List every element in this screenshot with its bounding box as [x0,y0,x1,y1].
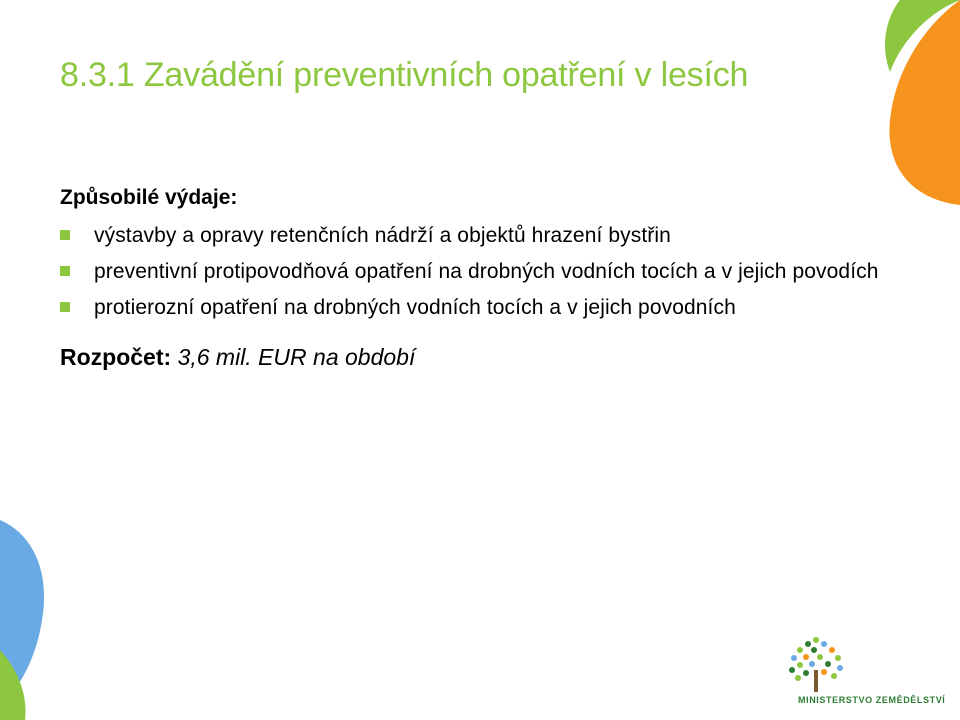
list-item-text: preventivní protipovodňová opatření na drobných vodních tocích a v jejich povodích [94,260,879,283]
tree-logo-icon [770,632,950,694]
square-bullet-icon [60,302,70,312]
list-item-text: výstavby a opravy retenčních nádrží a objektů hrazení bystřin [94,224,671,247]
content-area [60,186,880,371]
slide-title: 8.3.1 Zavádění preventivních opatření v lesích [60,56,749,94]
list-item-text: protierozní opatření na drobných vodních tocích a v jejich povodních [94,296,736,319]
budget-line [60,344,880,371]
bullet-list [60,220,880,324]
budget-value: 3,6 mil. EUR na období [177,344,416,370]
square-bullet-icon [60,266,70,276]
list-item [60,220,880,252]
budget-label: Rozpočet: [60,344,172,370]
square-bullet-icon [60,230,70,240]
list-item [60,256,880,288]
logo-text: MINISTERSTVO ZEMĚDĚLSTVÍ [798,695,946,705]
ministry-logo [770,632,950,712]
eligible-expenses-heading: Způsobilé výdaje: [60,186,238,209]
list-item [60,292,880,324]
